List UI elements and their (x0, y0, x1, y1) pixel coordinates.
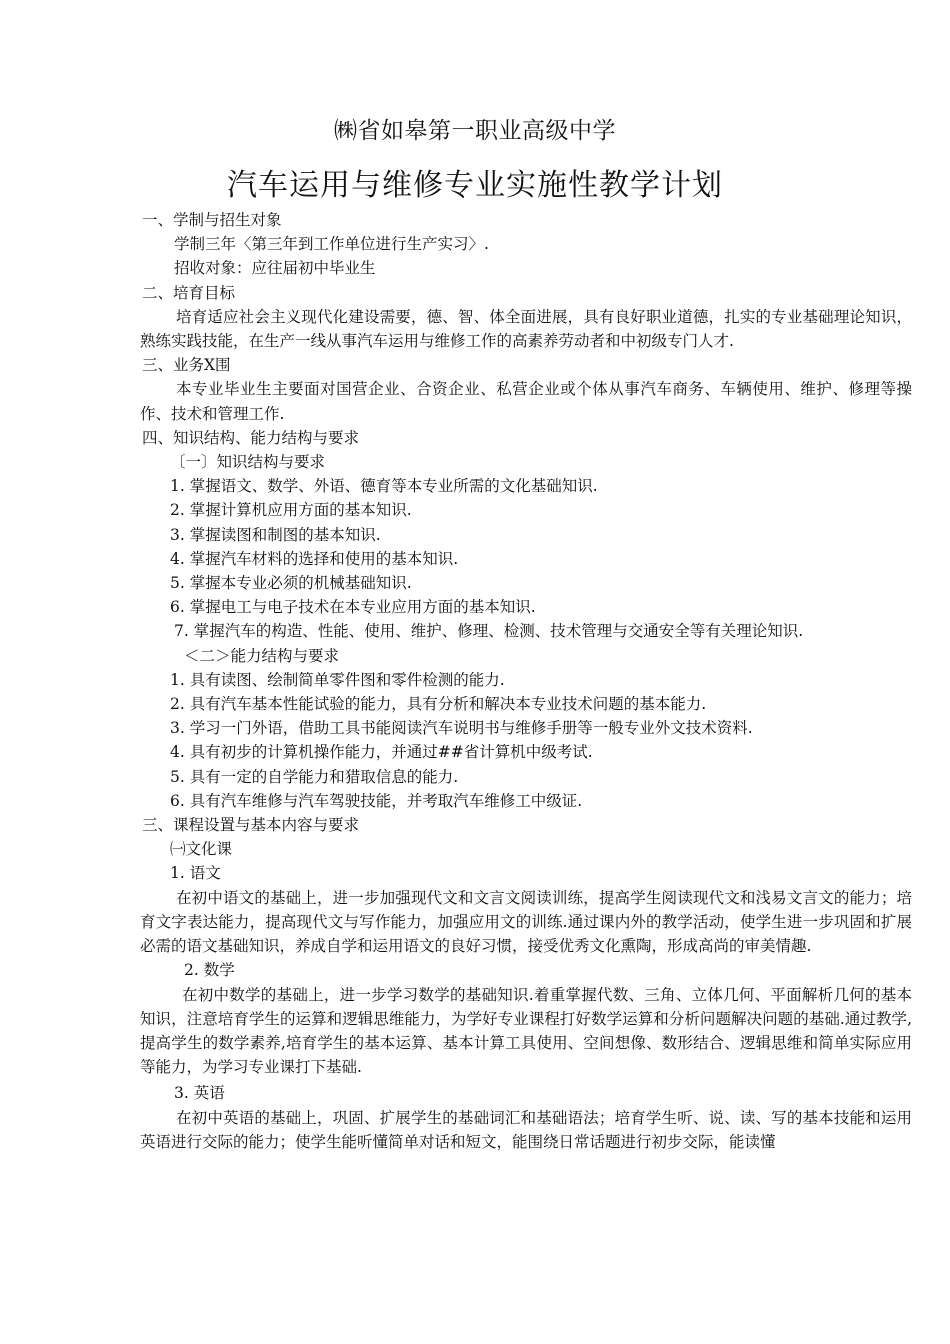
list-item: 5. 掌握本专业必须的机械基础知识. (170, 574, 412, 593)
subsection-heading-culture: ㈠文化课 (170, 840, 233, 859)
school-name: ㈱省如皋第一职业高级中学 (334, 118, 616, 144)
list-item: 5. 具有一定的自学能力和猎取信息的能力. (170, 767, 459, 786)
list-item: 6. 掌握电工与电子技术在本专业应用方面的基本知识. (170, 598, 536, 617)
paragraph-scope: 本专业毕业生主要面对国营企业、合资企业、私营企业或个体从事汽车商务、车辆使用、维护、修理等操作、技术和管理工作. (140, 380, 912, 423)
list-item: 3. 掌握读图和制图的基本知识. (170, 525, 381, 544)
document-title: 汽车运用与维修专业实施性教学计划 (227, 168, 723, 203)
list-item: 4. 具有初步的计算机操作能力，并通过##省计算机中级考试. (170, 743, 593, 762)
section-heading-structure: 四、知识结构、能力结构与要求 (142, 428, 360, 447)
list-item: 4. 掌握汽车材料的选择和使用的基本知识. (170, 549, 459, 568)
section-heading-goals: 二、培育目标 (142, 283, 236, 302)
paragraph-chinese: 在初中语文的基础上，进一步加强现代文和文言文阅读训练，提高学生阅读现代文和浅易文言文的能力；培育文字表达能力，提高现代文与写作能力，加强应用文的训练.通过课内外的教学活动，使学生进一步巩固和扩展必需的语文基础知识，养成自学和运用语文的良好习惯，接受优秀文化熏陶，形成高尚的审美情趣. (140, 888, 912, 956)
document-body (140, 208, 912, 1154)
course-heading-english: 3. 英语 (174, 1084, 225, 1103)
list-item: 6. 具有汽车维修与汽车驾驶技能，并考取汽车维修工中级证. (170, 791, 583, 810)
list-item: 2. 掌握计算机应用方面的基本知识. (170, 501, 412, 520)
course-heading-chinese: 1. 语文 (170, 864, 221, 883)
section-heading-scope: 三、业务X围 (142, 356, 231, 375)
course-heading-math: 2. 数学 (184, 961, 235, 980)
subsection-heading-knowledge: 〔一〕知识结构与要求 (170, 453, 326, 472)
list-item: 2. 具有汽车基本性能试验的能力，具有分析和解决本专业技术问题的基本能力. (170, 695, 707, 714)
list-item: 1. 具有读图、绘制简单零件图和零件检测的能力. (170, 670, 505, 689)
section-heading-enrollment: 一、学制与招生对象 (142, 211, 282, 229)
list-item: 3. 学习一门外语，借助工具书能阅读汽车说明书与维修手册等一般专业外文技术资料. (170, 719, 753, 738)
section-heading-curriculum: 三、课程设置与基本内容与要求 (142, 816, 360, 835)
list-item: 1. 掌握语文、数学、外语、德育等本专业所需的文化基础知识. (170, 477, 598, 496)
paragraph-math: 在初中数学的基础上，进一步学习数学的基础知识.着重掌握代数、三角、立体几何、平面解析几何的基本知识，注意培育学生的运算和逻辑思维能力，为学好专业课程打好数学运算和分析问题解决问题的基础.通过教学,提高学生的数学素养,培育学生的基本运算、基本计算工具使用、空间想像、数形结合、逻辑思维和简单实际应用等能力，为学习专业课打下基础. (140, 985, 912, 1077)
paragraph-goals: 培育适应社会主义现代化建设需要，德、智、体全面进展，具有良好职业道德，扎实的专业基础理论知识，熟练实践技能，在生产一线从事汽车运用与维修工作的高素养劳动者和中初级专门人才. (140, 307, 912, 351)
subsection-heading-ability: ＜二＞能力结构与要求 (184, 646, 340, 665)
list-item: 7. 掌握汽车的构造、性能、使用、维护、修理、检测、技术管理与交通安全等有关理论知识. (174, 622, 804, 641)
text-line: 招收对象：应往届初中毕业生 (174, 259, 376, 278)
text-line: 学制三年〈第三年到工作单位进行生产实习〉. (174, 235, 489, 254)
paragraph-english: 在初中英语的基础上，巩固、扩展学生的基础词汇和基础语法；培育学生听、说、读、写的基本技能和运用英语进行交际的能力；使学生能听懂简单对话和短文，能围绕日常话题进行初步交际，能读懂 (140, 1108, 912, 1151)
